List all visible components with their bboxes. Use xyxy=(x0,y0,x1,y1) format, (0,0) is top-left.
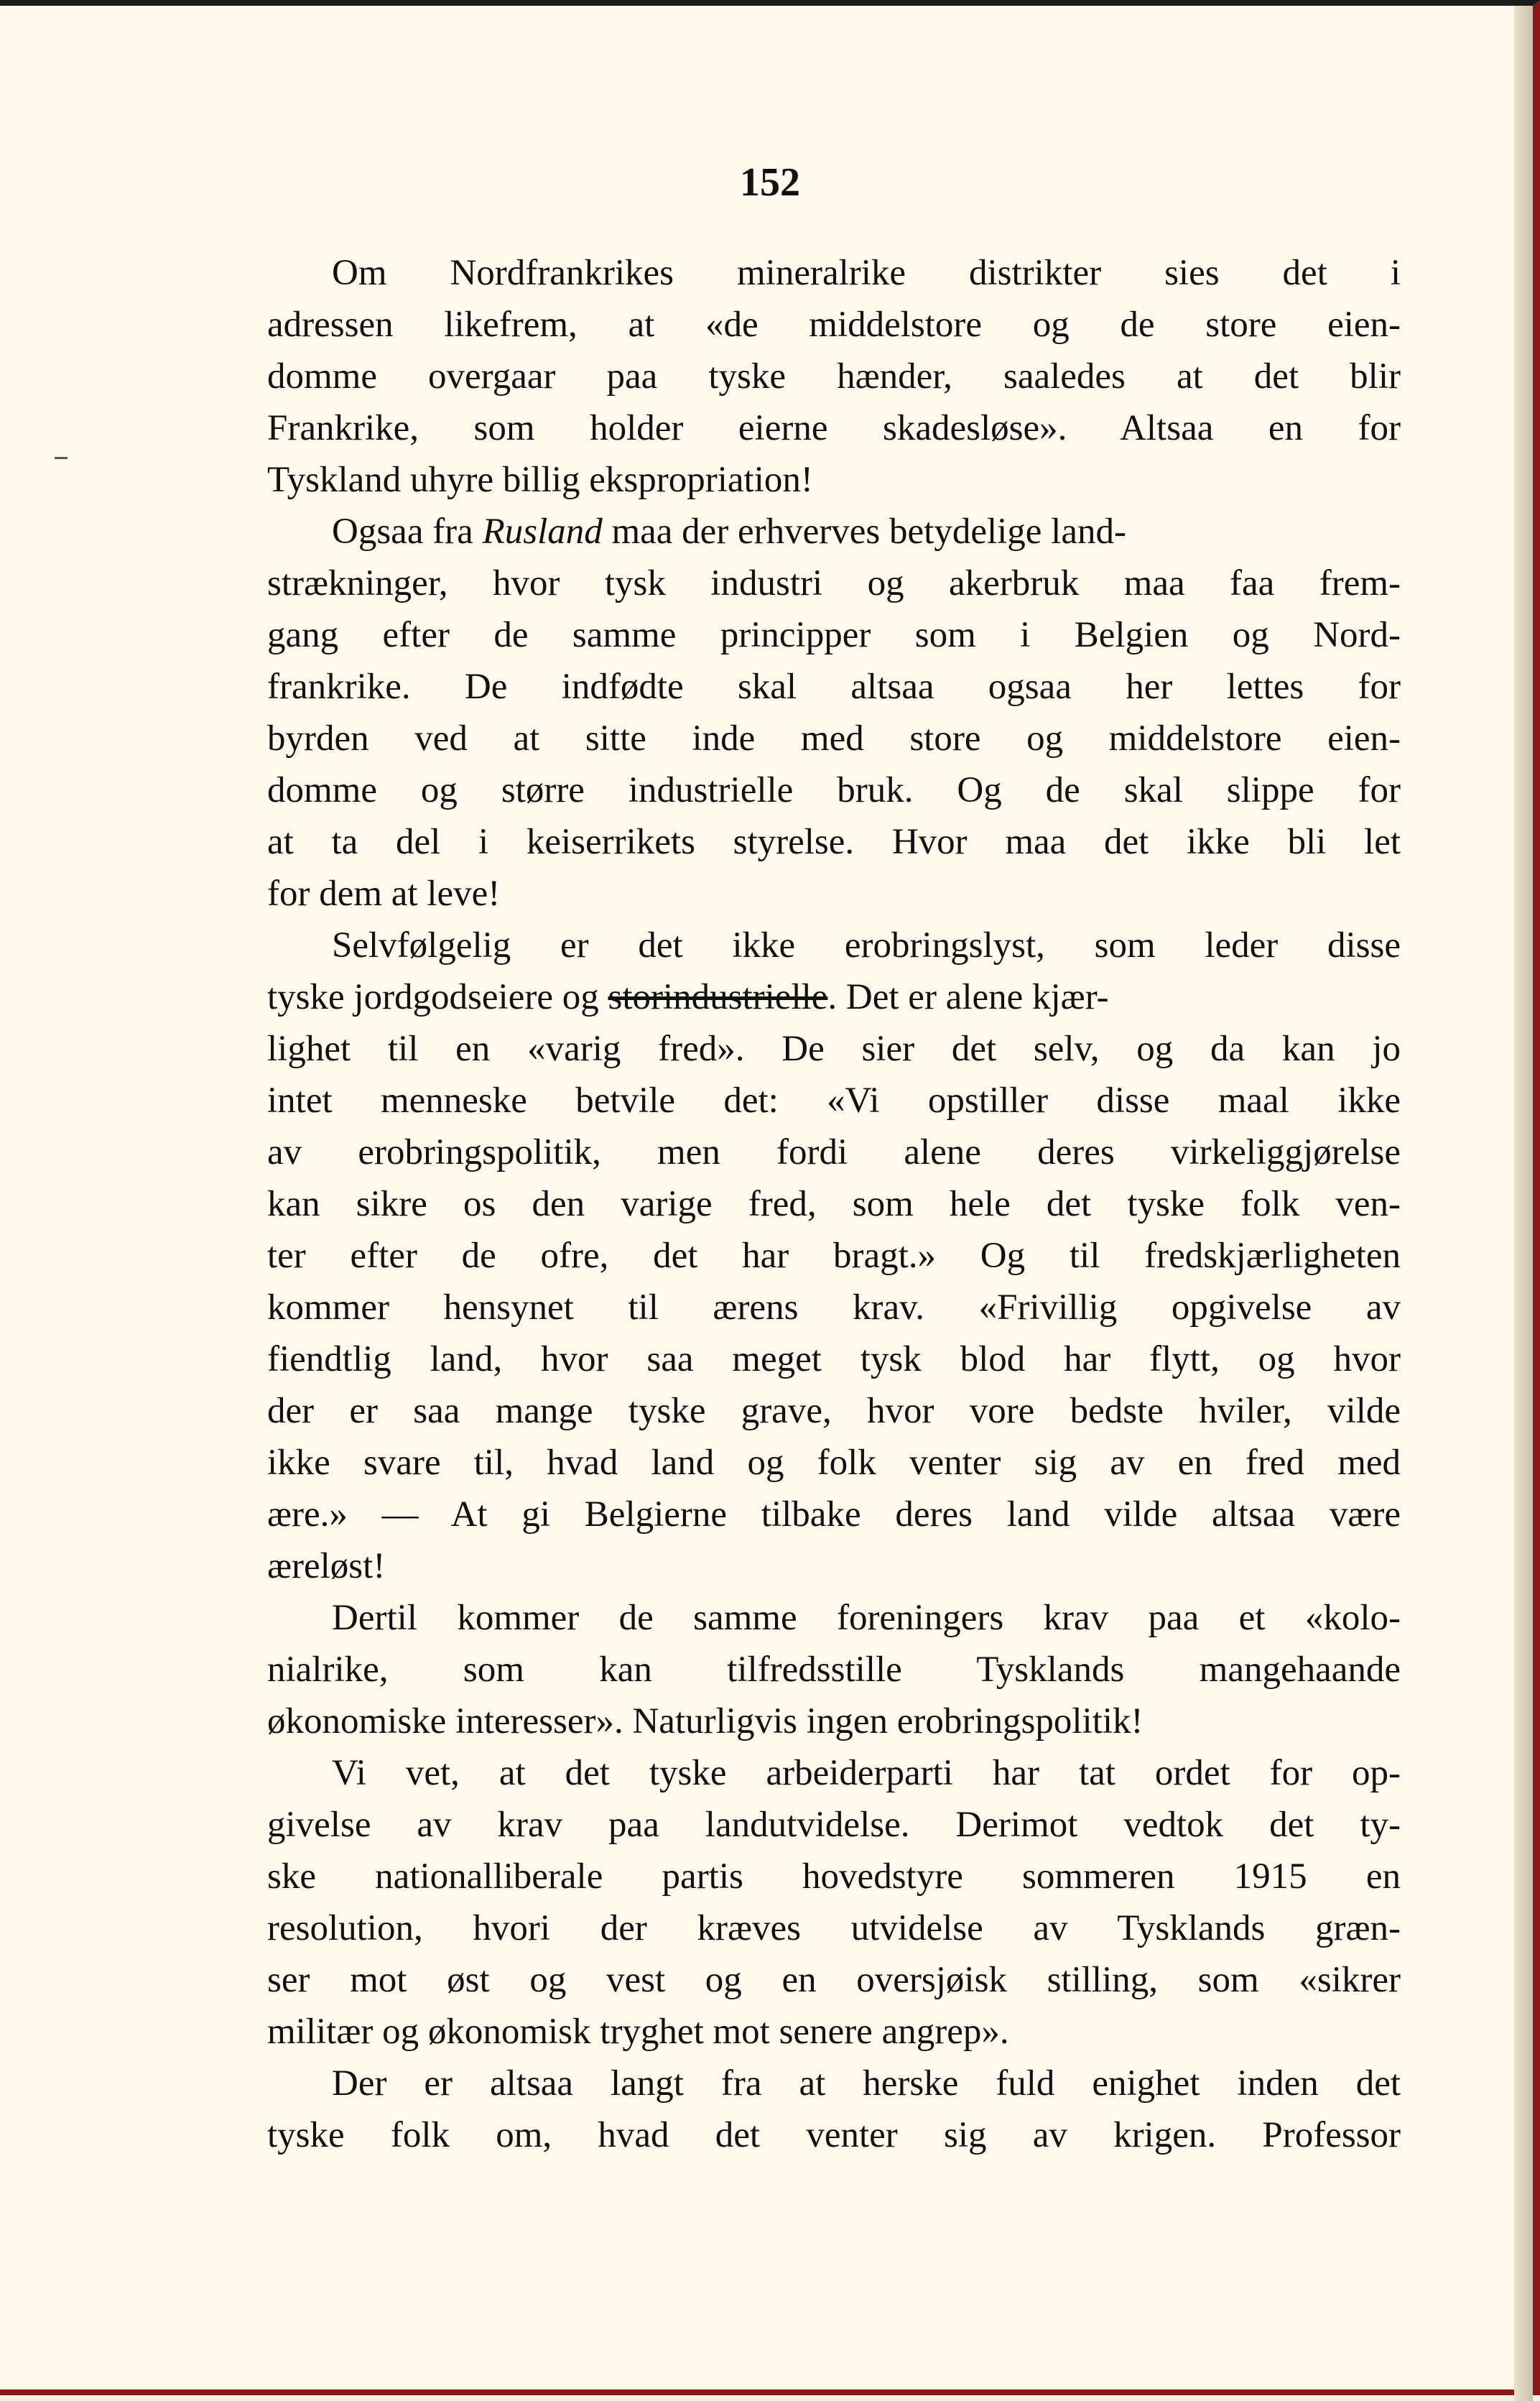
text-segment: maa der erhverves betydelige land- xyxy=(602,512,1126,552)
text-line: der er saa mange tyske grave, hvor vore bedste hviler, vilde xyxy=(267,1391,1401,1431)
text-line: domme og større industrielle bruk. Og de skal slippe for xyxy=(267,770,1401,810)
text-line: Frankrike, som holder eierne skadesløse». Altsaa en for xyxy=(267,408,1401,448)
text-segment: tyske jordgodseiere og xyxy=(267,977,608,1017)
text-line: ære.» — At gi Belgierne tilbake deres land vilde altsaa være xyxy=(267,1494,1401,1535)
text-line: nialrike, som kan tilfredsstille Tysklands mangehaande xyxy=(267,1650,1401,1690)
text-line: ske nationalliberale partis hovedstyre sommeren 1915 en xyxy=(267,1856,1401,1897)
margin-mark xyxy=(55,457,68,459)
text-line: givelse av krav paa landutvidelse. Derimot vedtok det ty- xyxy=(267,1805,1401,1845)
text-segment: . Det er alene kjær- xyxy=(827,977,1109,1017)
text-segment: Ogsaa fra xyxy=(332,512,483,552)
text-line: for dem at leve! xyxy=(267,874,501,914)
text-line: av erobringspolitik, men fordi alene deres virkeliggjørelse xyxy=(267,1132,1401,1172)
text-line: fiendtlig land, hvor saa meget tysk blod har flytt, og hvor xyxy=(267,1339,1401,1379)
text-line: Om Nordfrankrikes mineralrike distrikter sies det i xyxy=(332,253,1401,293)
text-line: ikke svare til, hvad land og folk venter sig av en fred med xyxy=(267,1443,1401,1483)
text-line: tyske folk om, hvad det venter sig av krigen. Professor xyxy=(267,2115,1401,2155)
text-line: ter efter de ofre, det har bragt.» Og til fredskjærligheten xyxy=(267,1236,1401,1276)
paragraph-5 xyxy=(267,1747,1401,2058)
text-line: Selvfølgelig er det ikke erobringslyst, som leder disse xyxy=(332,925,1401,966)
scan-edge xyxy=(1514,6,1533,2401)
text-line: kommer hensynet til ærens krav. «Frivillig opgivelse av xyxy=(267,1287,1401,1328)
paragraph-1 xyxy=(267,247,1401,506)
text-line: resolution, hvori der kræves utvidelse av Tysklands græn- xyxy=(267,1908,1401,1948)
struck-word: storindustrielle xyxy=(608,977,828,1017)
text-line: adressen likefrem, at «de middelstore og de store eien- xyxy=(267,305,1401,345)
text-line: økonomiske interesser». Naturligvis ingen erobringspolitik! xyxy=(267,1701,1144,1741)
text-line: Tyskland uhyre billig ekspropriation! xyxy=(267,460,813,500)
text-line: ser mot øst og vest og en oversjøisk stilling, som «sikrer xyxy=(267,1960,1401,2000)
text-line: domme overgaar paa tyske hænder, saaledes at det blir xyxy=(267,356,1401,397)
paragraph-2 xyxy=(267,506,1401,920)
text-line: Der er altsaa langt fra at herske fuld enighet inden det xyxy=(332,2063,1401,2104)
text-line: kan sikre os den varige fred, som hele det tyske folk ven- xyxy=(267,1184,1401,1224)
text-line: intet menneske betvile det: «Vi opstiller disse maal ikke xyxy=(267,1081,1401,1121)
text-line: militær og økonomisk tryghet mot senere angrep». xyxy=(267,2012,1009,2052)
text-line: frankrike. De indfødte skal altsaa ogsaa her lettes for xyxy=(267,667,1401,707)
page-number: 152 xyxy=(740,160,800,205)
paragraph-4 xyxy=(267,1592,1401,1747)
text-line: lighet til en «varig fred». De sier det selv, og da kan jo xyxy=(267,1029,1401,1069)
italic-word: Rusland xyxy=(482,512,603,552)
text-line: Vi vet, at det tyske arbeiderparti har tat ordet for op- xyxy=(332,1753,1401,1793)
text-line: strækninger, hvor tysk industri og akerbruk maa faa frem- xyxy=(267,563,1401,603)
paragraph-6 xyxy=(267,2058,1401,2161)
paragraph-3 xyxy=(267,920,1401,1592)
text-line: æreløst! xyxy=(267,1546,386,1586)
text-line: at ta del i keiserrikets styrelse. Hvor maa det ikke bli let xyxy=(267,822,1401,862)
text-line: gang efter de samme principper som i Belgien og Nord- xyxy=(267,615,1401,655)
text-line xyxy=(267,506,1401,558)
text-line: Dertil kommer de samme foreningers krav paa et «kolo- xyxy=(332,1598,1401,1638)
text-line: byrden ved at sitte inde med store og middelstore eien- xyxy=(267,718,1401,759)
body-text xyxy=(267,247,1401,2161)
text-line xyxy=(267,971,1401,1023)
